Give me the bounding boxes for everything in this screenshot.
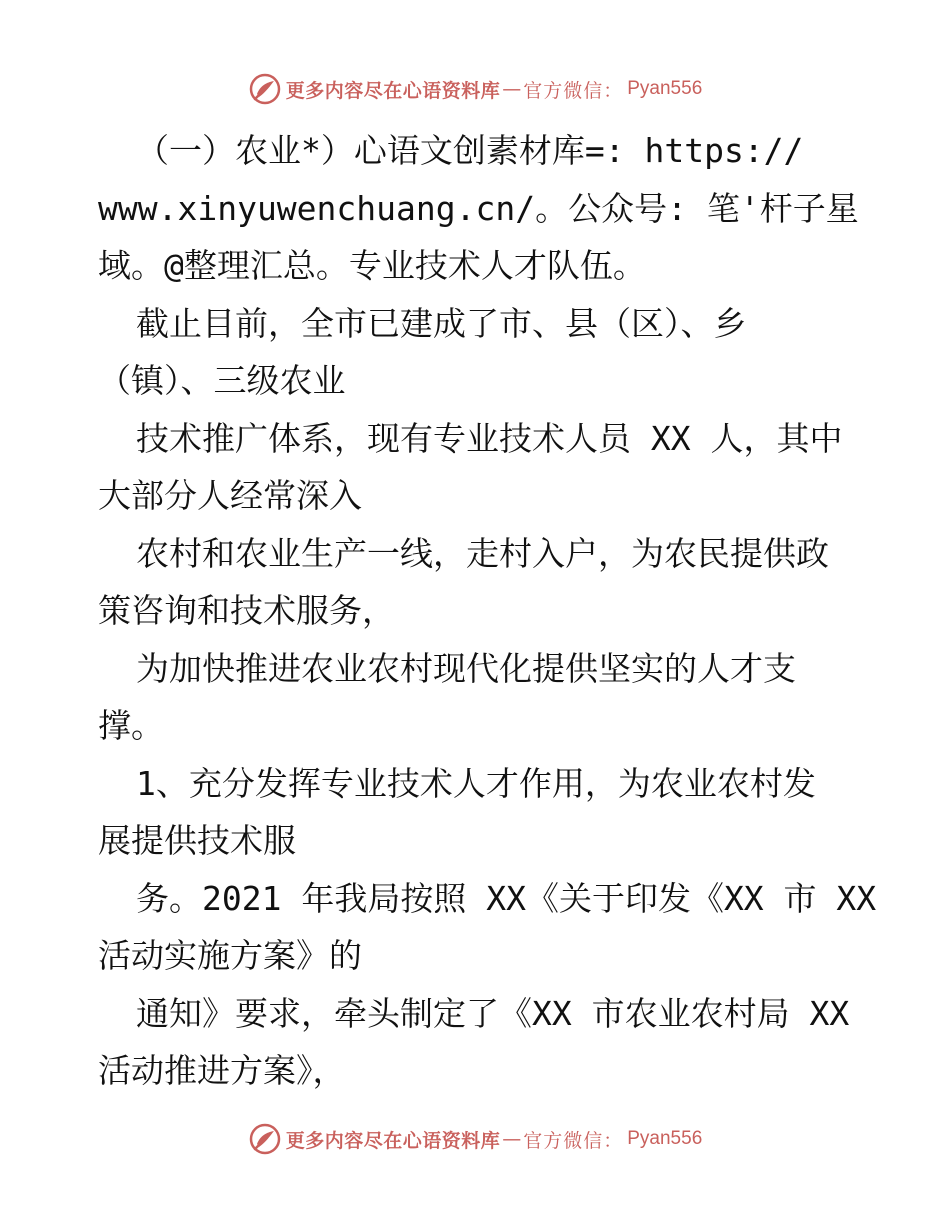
text-line: 域。@整理汇总。专业技术人才队伍。 — [98, 246, 646, 285]
watermark-text: 更多内容尽在心语资料库 — [285, 1129, 501, 1152]
watermark-wechat-label: 官方微信： — [523, 79, 624, 102]
watermark-dash: — — [502, 1128, 522, 1150]
red-scroll-logo-icon — [248, 1122, 282, 1156]
document-body — [98, 122, 877, 1100]
text-line: 为加快推进农业农村现代化提供坚实的人才支 — [136, 648, 796, 688]
watermark-text: 更多内容尽在心语资料库 — [285, 79, 501, 102]
text-line: 1、充分发挥专业技术人才作用，为农业农村发 — [136, 763, 816, 803]
watermark-wechat-id: Pyan556 — [627, 1128, 703, 1149]
text-line: 截止目前，全市已建成了市、县（区）、乡 — [136, 303, 747, 343]
red-scroll-logo-icon — [248, 72, 282, 106]
text-line: 通知》要求，牵头制定了《XX 市农业农村局 XX — [136, 993, 850, 1033]
watermark-wechat-label: 官方微信： — [523, 1129, 624, 1152]
text-line: 活动实施方案》的 — [98, 936, 362, 975]
text-line: www.xinyuwenchuang.cn/。公众号: 笔'杆子星 — [98, 188, 859, 228]
text-line: （一）农业*）心语文创素材库=: https:// — [136, 131, 804, 170]
watermark-dash: — — [502, 78, 522, 100]
text-line: 活动推进方案》， — [98, 1051, 346, 1090]
text-line: 农村和农业生产一线，走村入户，为农民提供政 — [136, 533, 829, 573]
text-line: 撑。 — [98, 706, 164, 745]
text-line: 技术推广体系，现有专业技术人员 XX 人，其中 — [136, 418, 843, 458]
text-line: 展提供技术服 — [98, 821, 296, 860]
text-line: 策咨询和技术服务， — [98, 591, 395, 630]
text-line: 务。2021 年我局按照 XX《关于印发《XX 市 XX — [136, 878, 877, 918]
header-watermark — [0, 72, 950, 106]
text-line: （镇）、三级农业 — [98, 361, 346, 400]
watermark-wechat-id: Pyan556 — [627, 78, 703, 99]
footer-watermark — [0, 1122, 950, 1156]
text-line: 大部分人经常深入 — [98, 476, 362, 515]
